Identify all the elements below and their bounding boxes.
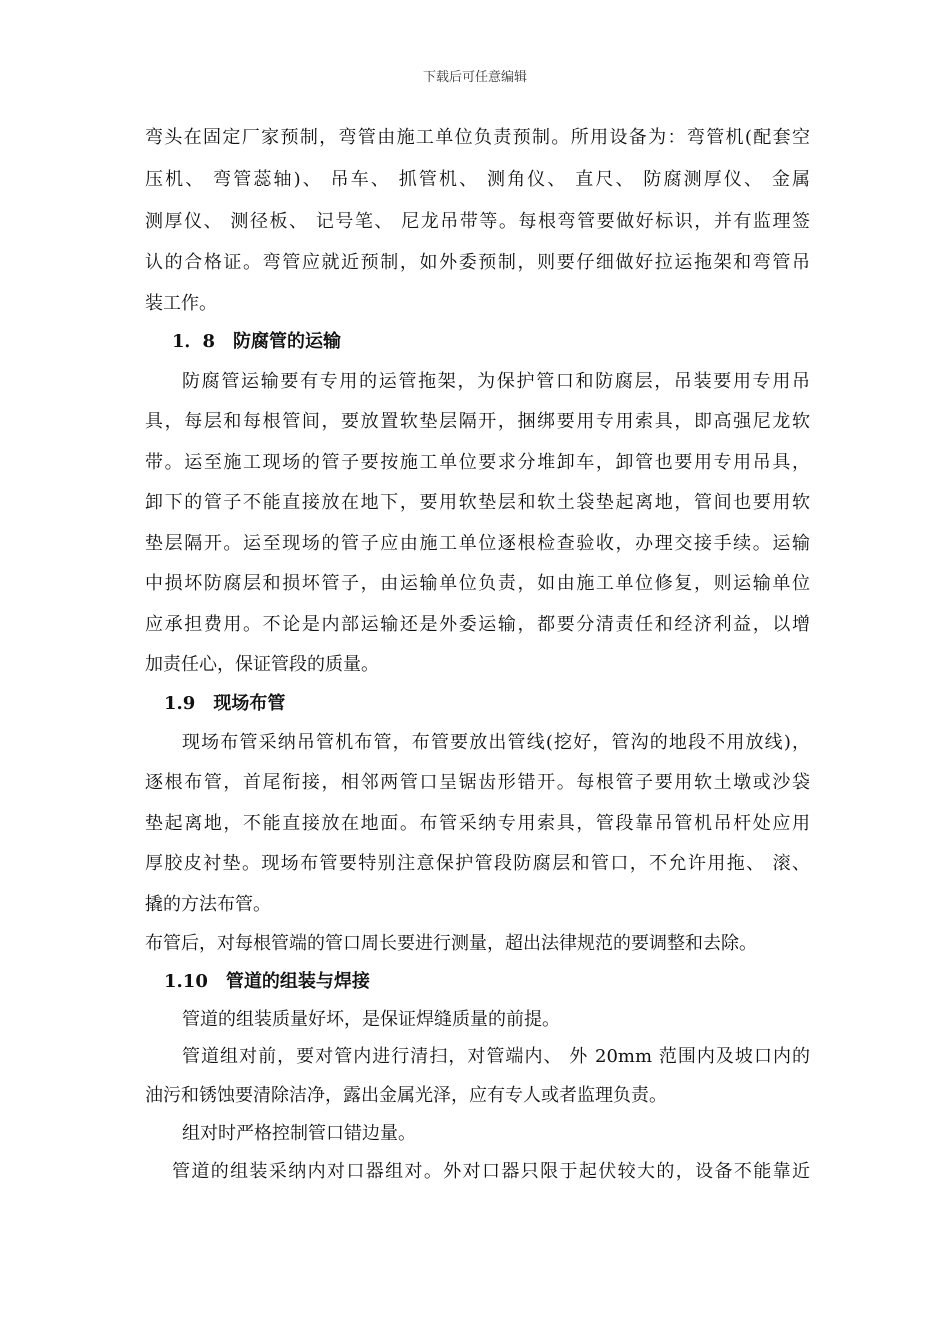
- paragraph-line: 组对时严格控制管口错边量。: [182, 1123, 416, 1144]
- paragraph-line: 中损坏防腐层和损坏管子，由运输单位负责，如由施工单位修复，则运输单位: [145, 573, 810, 594]
- paragraph-line: 垫层隔开。运至现场的管子应由施工单位逐根检查验收，办理交接手续。运输: [145, 533, 810, 554]
- paragraph-line: 卸下的管子不能直接放在地下，要用软垫层和软土袋垫起离地，管间也要用软: [145, 492, 810, 513]
- paragraph-line: 管道的组装质量好坏，是保证焊缝质量的前提。: [182, 1009, 560, 1030]
- page-header: 下载后可任意编辑: [422, 70, 527, 85]
- paragraph-line: 测厚仪、 测径板、 记号笔、 尼龙吊带等。每根弯管要做好标识，并有监理签: [145, 211, 810, 232]
- paragraph-line: 压机、 弯管蕊轴)、 吊车、 抓管机、 测角仪、 直尺、 防腐测厚仪、 金属: [145, 169, 810, 190]
- paragraph-line: 撬的方法布管。: [145, 894, 271, 915]
- section-heading: 1．8 防腐管的运输: [172, 331, 342, 352]
- paragraph-line: 油污和锈蚀要清除洁净，露出金属光泽，应有专人或者监理负责。: [145, 1085, 667, 1106]
- paragraph-line: 防腐管运输要有专用的运管拖架，为保护管口和防腐层，吊装要用专用吊: [182, 371, 810, 392]
- paragraph-line: 逐根布管，首尾衔接，相邻两管口呈锯齿形错开。每根管子要用软土墩或沙袋: [145, 772, 810, 793]
- paragraph-line: 应承担费用。不论是内部运输还是外委运输，都要分清责任和经济利益，以增: [145, 614, 810, 635]
- section-heading: 1.9 现场布管: [164, 693, 286, 714]
- paragraph-line: 垫起离地，不能直接放在地面。布管采纳专用索具，管段靠吊管机吊杆处应用: [145, 813, 810, 834]
- paragraph-line: 认的合格证。弯管应就近预制，如外委预制，则要仔细做好拉运拖架和弯管吊: [145, 252, 810, 273]
- paragraph-line: 带。运至施工现场的管子要按施工单位要求分堆卸车，卸管也要用专用吊具，: [145, 452, 810, 473]
- paragraph-line: 管道的组装采纳内对口器组对。外对口器只限于起伏较大的，设备不能靠近: [172, 1161, 810, 1182]
- paragraph-line: 弯头在固定厂家预制，弯管由施工单位负责预制。所用设备为：弯管机(配套空: [145, 127, 810, 148]
- paragraph-line: 布管后，对每根管端的管口周长要进行测量，超出法律规范的要调整和去除。: [145, 933, 757, 954]
- paragraph-line: 具，每层和每根管间，要放置软垫层隔开，捆绑要用专用索具，即高强尼龙软: [145, 411, 810, 432]
- paragraph-line: 加责任心，保证管段的质量。: [145, 654, 379, 675]
- section-heading: 1.10 管道的组装与焊接: [164, 971, 370, 992]
- paragraph-line: 装工作。: [145, 293, 217, 314]
- paragraph-line: 厚胶皮衬垫。现场布管要特别注意保护管段防腐层和管口，不允许用拖、 滚、: [145, 853, 810, 874]
- paragraph-line: 管道组对前，要对管内进行清扫，对管端内、 外 20mm 范围内及坡口内的: [182, 1046, 810, 1067]
- paragraph-line: 现场布管采纳吊管机布管，布管要放出管线(挖好，管沟的地段不用放线)，: [182, 732, 810, 753]
